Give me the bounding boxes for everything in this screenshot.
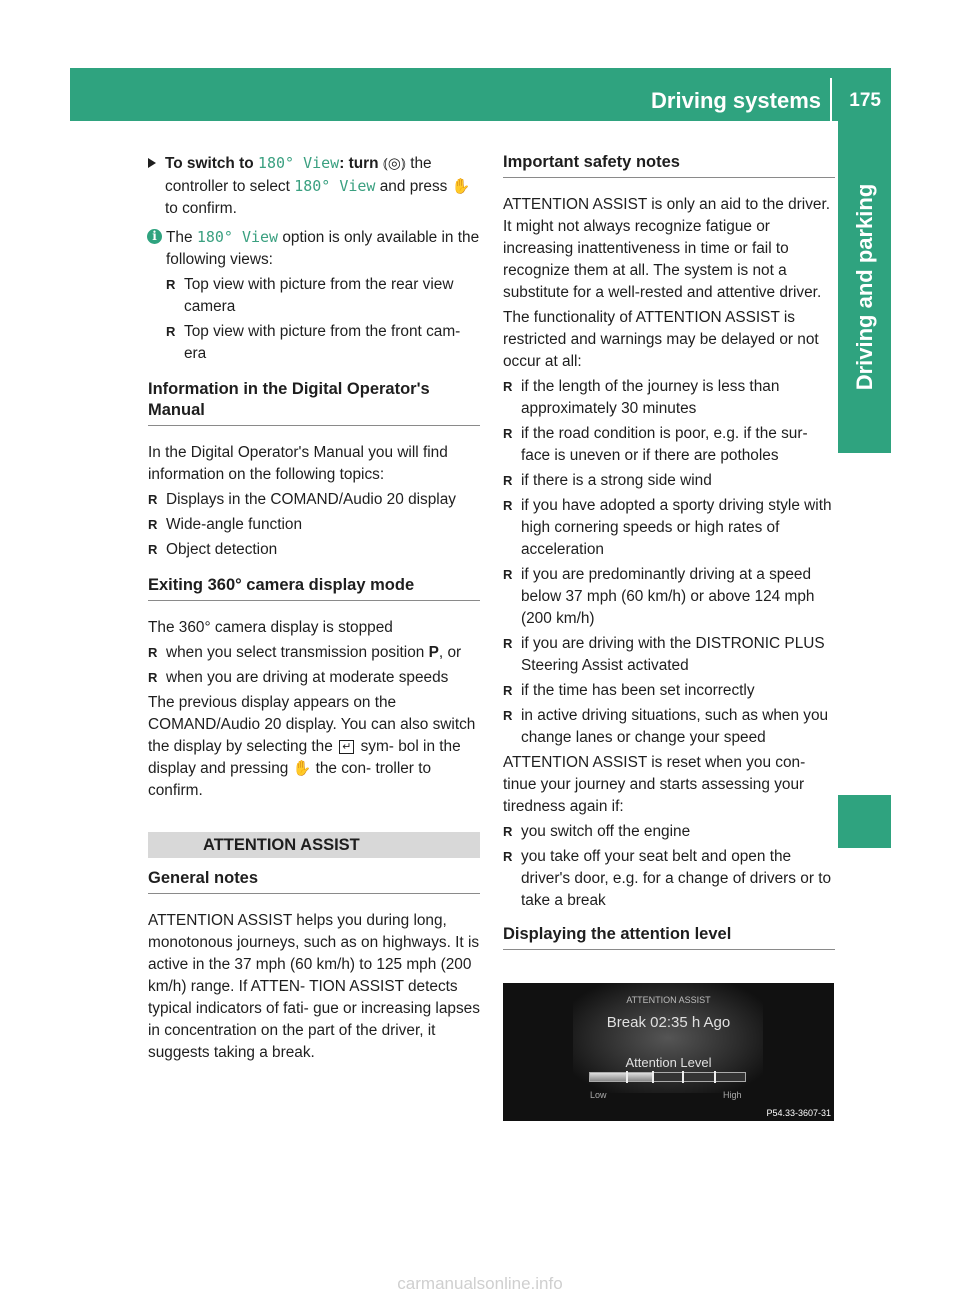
step-text: the — [410, 155, 432, 172]
safety-heading: Important safety notes — [503, 152, 835, 178]
list-item: R if the time has been set incorrectly — [503, 680, 835, 702]
step-text: : turn — [339, 155, 379, 172]
level-tick — [652, 1071, 654, 1083]
info-note — [148, 226, 480, 271]
page-header — [70, 68, 891, 121]
switch-step — [148, 152, 480, 220]
attention-level-label: Attention Level — [625, 1055, 712, 1070]
attention-level-bar — [589, 1072, 746, 1082]
safety-paragraph: The functionality of ATTENTION ASSIST is restricted and warnings may be delayed or not occur at all: — [503, 309, 819, 370]
note-text: option is only available in the following views: — [166, 229, 480, 268]
list-item: R if the road condition is poor, e.g. if the sur- face is uneven or if there are potholes — [503, 423, 835, 467]
list-item: R Top view with picture from the front cam- era — [166, 321, 480, 365]
step-label: To switch to — [165, 155, 254, 172]
list-item: R if you have adopted a sporty driving style with high cornering speeds or high rates of acceleration — [503, 495, 835, 561]
level-high-label: High — [723, 1090, 742, 1100]
general-heading: General notes — [148, 868, 480, 894]
list-item: R if you are predominantly driving at a speed below 37 mph (60 km/h) or above 124 mph (200 km/h) — [503, 564, 835, 630]
code-180-view: 180° View — [294, 177, 376, 195]
figure-title: ATTENTION ASSIST — [626, 995, 711, 1005]
transmission-position: P — [428, 644, 439, 661]
exit-paragraph — [148, 692, 480, 802]
controller-turn-icon: ⦅◎⦆ — [382, 155, 406, 172]
list-item: R Wide-angle function — [148, 514, 480, 536]
code-180-view: 180° View — [257, 154, 340, 172]
back-arrow-icon: ↵ — [339, 740, 354, 754]
exit-heading: Exiting 360° camera display mode — [148, 575, 480, 601]
safety-paragraph: ATTENTION ASSIST is reset when you con- tinue your journey and starts assessing your tiredness again if: — [503, 754, 806, 815]
attention-level-figure — [503, 983, 834, 1121]
controller-press-icon: ✋ — [451, 178, 471, 195]
list-item: R if there is a strong side wind — [503, 470, 835, 492]
attention-level-fill — [590, 1073, 652, 1081]
paragraph-text: the con- troller to confirm. — [148, 760, 432, 799]
side-tab-text: Driving and parking — [851, 183, 877, 391]
side-tab-label — [838, 121, 891, 453]
level-tick — [626, 1071, 628, 1083]
list-item: R when you are driving at moderate speeds — [148, 667, 480, 689]
code-180-view: 180° View — [196, 228, 279, 246]
step-text: controller to select — [165, 178, 290, 195]
step-arrow-icon — [148, 158, 156, 168]
exit-intro: The 360° camera display is stopped — [148, 619, 393, 636]
bullet-text: , or — [438, 644, 462, 661]
general-text: ATTENTION ASSIST helps you during long, monotonous journeys, such as on highways. It is active in the 37 mph (60 km/h) to 125 mph (200 km/h) range. If ATTEN- TION ASSIST detects typical indicators of fati- gue or increasing lapses in concentration on the part of the driver, it suggests taking a break. — [148, 912, 480, 1061]
list-item: R in active driving situations, such as when you change lanes or change your speed — [503, 705, 835, 749]
manual-intro: In the Digital Operator's Manual you will find information on the following topics: — [148, 444, 448, 483]
list-item — [148, 642, 480, 664]
step-text: and press — [379, 178, 448, 195]
display-heading: Displaying the attention level — [503, 924, 835, 950]
header-divider — [830, 78, 832, 121]
page-number: 175 — [849, 90, 881, 111]
figure-code: P54.33-3607-31 — [766, 1108, 831, 1118]
level-low-label: Low — [590, 1090, 607, 1100]
level-tick — [714, 1071, 716, 1083]
level-tick — [682, 1071, 684, 1083]
header-title: Driving systems — [651, 88, 821, 113]
paragraph-text: sym- bol in the display and pressing — [148, 738, 461, 777]
bullet-text: when you select transmission position — [166, 644, 425, 661]
note-text: The — [166, 229, 193, 246]
paragraph-text: The previous display appears on the COMAND/Audio 20 display. You can also switch the display by selecting the — [148, 694, 476, 755]
side-marker — [838, 795, 891, 848]
watermark: carmanualsonline.info — [397, 1274, 563, 1293]
manual-heading: Information in the Digital Operator's Manual — [148, 379, 480, 426]
list-item: R Top view with picture from the rear view camera — [166, 274, 480, 318]
section-title-bar: ATTENTION ASSIST — [148, 832, 480, 858]
list-item: R you take off your seat belt and open the driver's door, e.g. for a change of drivers or to take a break — [503, 846, 835, 912]
note-bullets — [148, 274, 480, 365]
list-item: R Object detection — [148, 539, 480, 561]
list-item: R if the length of the journey is less than approximately 30 minutes — [503, 376, 835, 420]
safety-paragraph: ATTENTION ASSIST is only an aid to the driver. It might not always recognize fatigue or increasing inattentiveness in time or fail to recognize them at all. The system is not a substitute for a well-rested and attentive driver. — [503, 196, 831, 301]
list-item: R Displays in the COMAND/Audio 20 display — [148, 489, 480, 511]
controller-press-icon: ✋ — [292, 760, 312, 777]
info-icon: i — [147, 229, 162, 244]
break-time-text: Break 02:35 h Ago — [606, 1014, 731, 1031]
list-item: R if you are driving with the DISTRONIC PLUS Steering Assist activated — [503, 633, 835, 677]
right-column — [503, 152, 835, 966]
step-text: to confirm. — [165, 200, 237, 217]
left-column — [148, 152, 480, 1067]
list-item: R you switch off the engine — [503, 821, 835, 843]
